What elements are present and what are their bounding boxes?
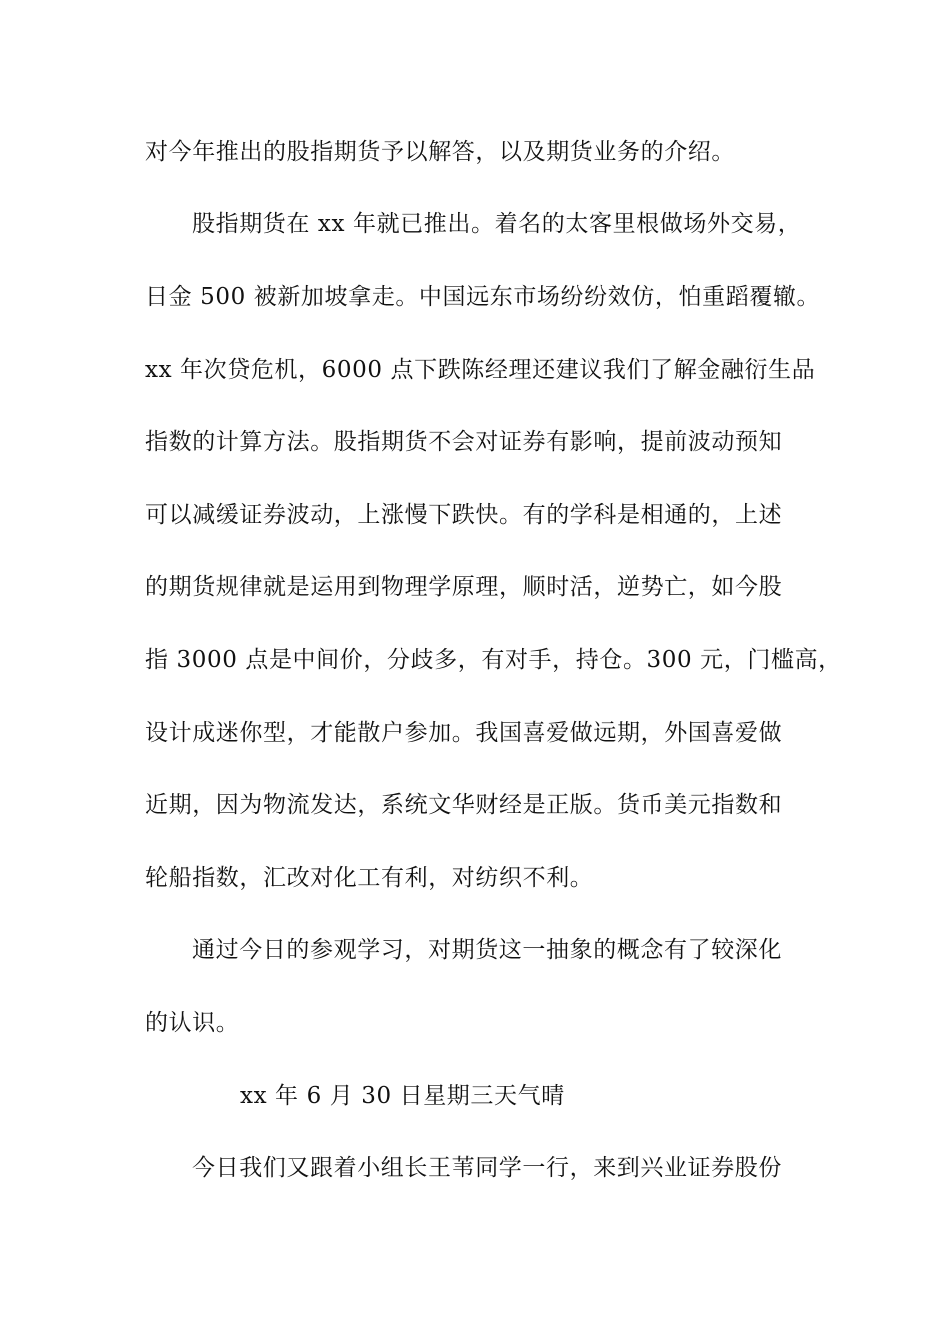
text-line-3: 日金 500 被新加坡拿走。中国远东市场纷纷效仿，怕重蹈覆辙。	[145, 284, 821, 310]
text-line-10: 近期，因为物流发达，系统文华财经是正版。货币美元指数和	[145, 792, 783, 818]
paragraph-start-line-12: 通过今日的参观学习，对期货这一抽象的概念有了较深化	[192, 937, 782, 963]
date-weather-heading: xx 年 6 月 30 日星期三天气晴	[240, 1083, 565, 1109]
paragraph-start-line-2: 股指期货在 xx 年就已推出。着名的太客里根做场外交易，	[192, 211, 802, 237]
text-line-9: 设计成迷你型，才能散户参加。我国喜爱做远期，外国喜爱做	[145, 720, 783, 746]
paragraph-start-line-15: 今日我们又跟着小组长王苇同学一行，来到兴业证券股份	[192, 1155, 782, 1181]
text-line-4: xx 年次贷危机，6000 点下跌陈经理还建议我们了解金融衍生品	[145, 357, 816, 383]
text-line-6: 可以减缓证券波动，上涨慢下跌快。有的学科是相通的，上述	[145, 502, 783, 528]
text-line-11: 轮船指数，汇改对化工有利，对纺织不利。	[145, 865, 594, 891]
text-line-1: 对今年推出的股指期货予以解答，以及期货业务的介绍。	[145, 139, 735, 165]
text-line-8: 指 3000 点是中间价，分歧多，有对手，持仓。300 元，门槛高，	[145, 647, 842, 673]
text-line-7: 的期货规律就是运用到物理学原理，顺时活，逆势亡，如今股	[145, 574, 783, 600]
text-line-13: 的认识。	[145, 1010, 240, 1036]
text-line-5: 指数的计算方法。股指期货不会对证券有影响，提前波动预知	[145, 429, 783, 455]
